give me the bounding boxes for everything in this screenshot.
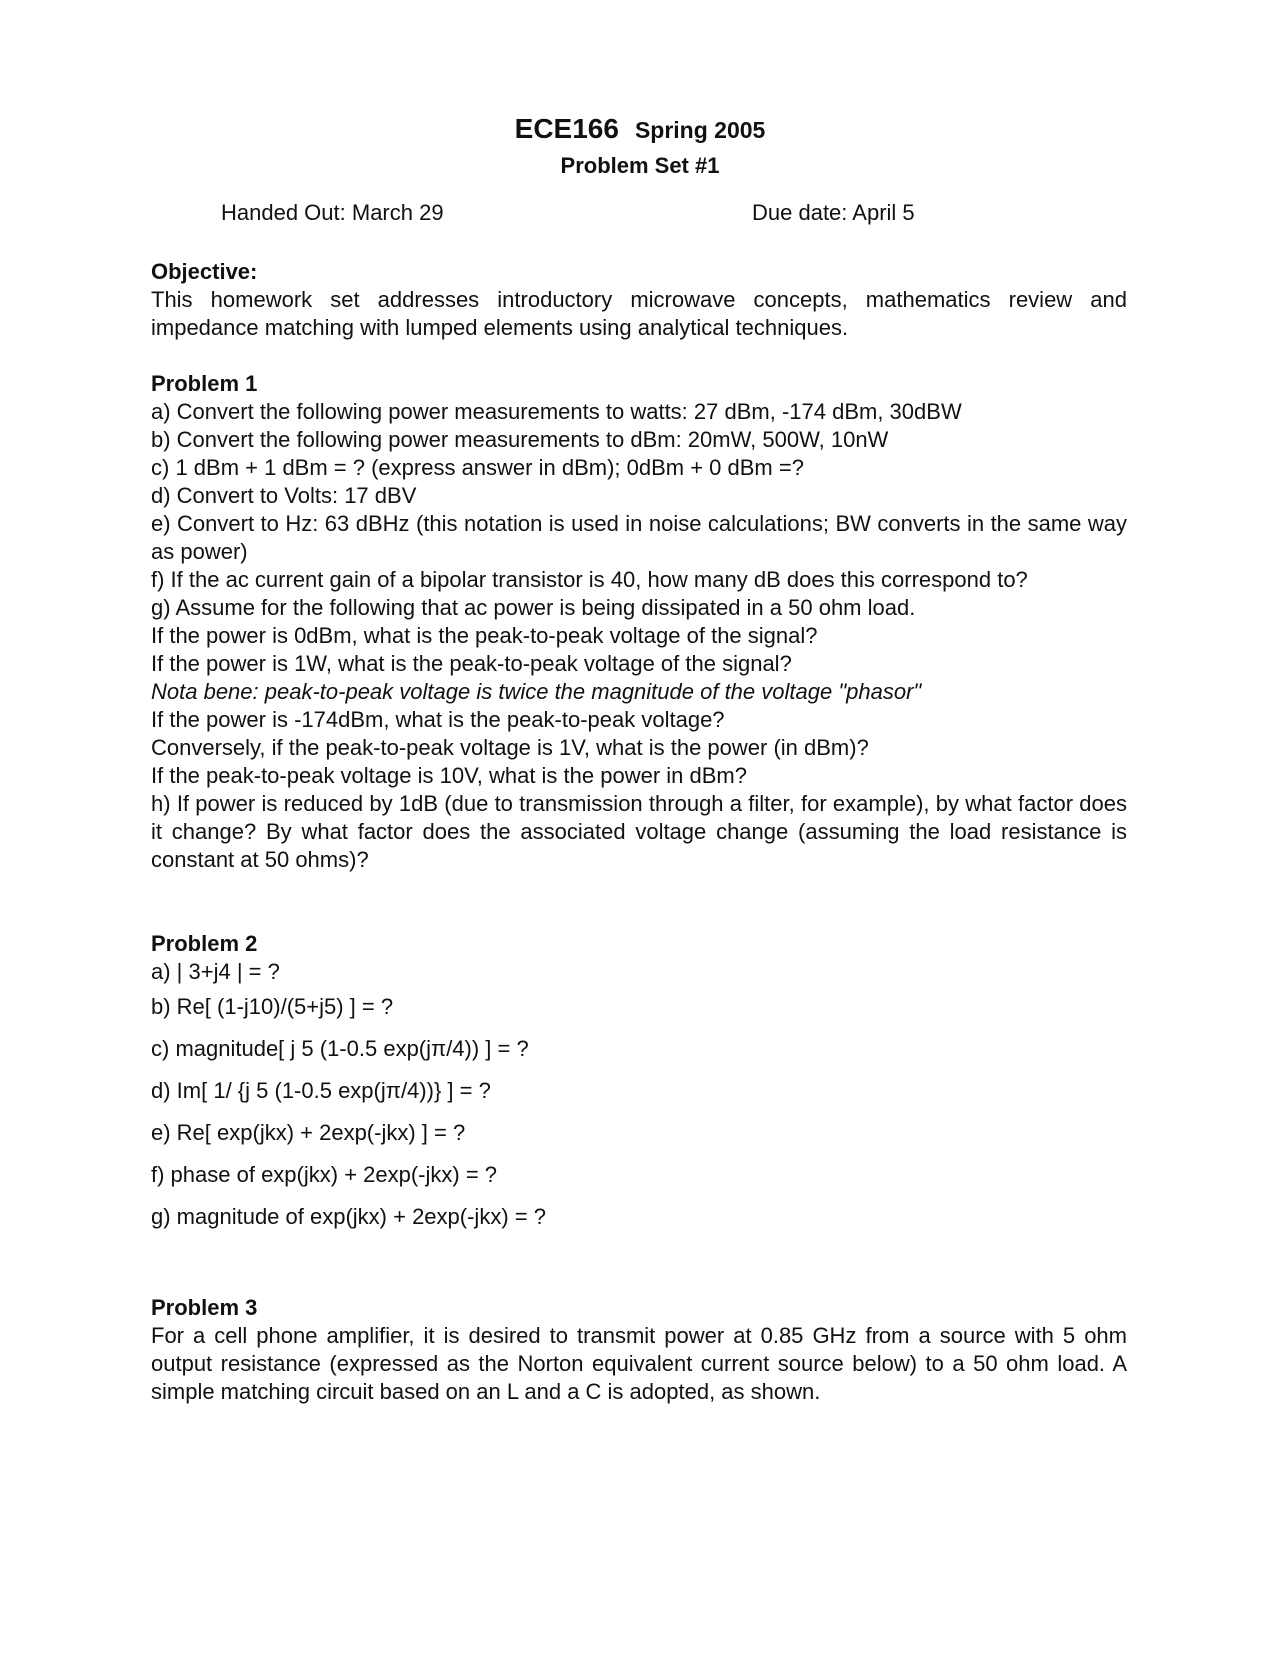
problem3-heading: Problem 3	[151, 1295, 258, 1320]
problem1-item-g4: Conversely, if the peak-to-peak voltage is 1V, what is the power (in dBm)?	[151, 735, 869, 760]
objective-heading: Objective:	[151, 259, 258, 284]
problem1-heading: Problem 1	[151, 371, 258, 396]
problem1-item-g3: If the power is -174dBm, what is the peak-to-peak voltage?	[151, 707, 725, 732]
problem2-item-a: a) | 3+j4 | = ?	[151, 959, 280, 984]
problem-set-title: Problem Set #1	[560, 153, 720, 178]
problem2-item-d: d) Im[ 1/ {j 5 (1-0.5 exp(jπ/4))} ] = ?	[151, 1078, 491, 1103]
problem1-nota-bene: Nota bene: peak-to-peak voltage is twice the magnitude of the voltage "phasor"	[151, 679, 922, 704]
problem1-item-g-intro: g) Assume for the following that ac power is being dissipated in a 50 ohm load.	[151, 595, 916, 620]
problem1-item-d: d) Convert to Volts: 17 dBV	[151, 483, 417, 508]
document-body	[151, 258, 1127, 1406]
problem2-item-e: e) Re[ exp(jkx) + 2exp(-jkx) ] = ?	[151, 1120, 466, 1145]
problem2-item-g: g) magnitude of exp(jkx) + 2exp(-jkx) = ?	[151, 1204, 546, 1229]
problem1-item-f: f) If the ac current gain of a bipolar transistor is 40, how many dB does this correspond to?	[151, 567, 1028, 592]
problem2-heading: Problem 2	[151, 931, 258, 956]
problem2-item-c: c) magnitude[ j 5 (1-0.5 exp(jπ/4)) ] = ?	[151, 1036, 529, 1061]
problem1-item-b: b) Convert the following power measurements to dBm: 20mW, 500W, 10nW	[151, 427, 889, 452]
problem1-item-a: a) Convert the following power measurements to watts: 27 dBm, -174 dBm, 30dBW	[151, 399, 962, 424]
problem3-text: For a cell phone amplifier, it is desired to transmit power at 0.85 GHz from a source with 5 ohm output resistance (expressed as the Norton equivalent current source below) to a 50 ohm load. A simple matching circuit based on an L and a C is adopted, as shown.	[151, 1323, 1127, 1404]
problem1-item-e: e) Convert to Hz: 63 dBHz (this notation is used in noise calculations; BW converts in the same way as power)	[151, 511, 1127, 564]
problem1-item-g1: If the power is 0dBm, what is the peak-to-peak voltage of the signal?	[151, 623, 818, 648]
problem1-item-h: h) If power is reduced by 1dB (due to transmission through a filter, for example), by what factor does it change? By what factor does the associated voltage change (assuming the load resistance is constant at 50 ohms)?	[151, 791, 1127, 872]
problem2-item-b: b) Re[ (1-j10)/(5+j5) ] = ?	[151, 994, 394, 1019]
term: Spring 2005	[634, 117, 766, 143]
dates-row	[0, 200, 1280, 230]
document-header	[0, 112, 1280, 181]
objective-text: This homework set addresses introductory microwave concepts, mathematics review and impedance matching with lumped elements using analytical techniques.	[151, 287, 1127, 340]
problem2-item-f: f) phase of exp(jkx) + 2exp(-jkx) = ?	[151, 1162, 498, 1187]
course-code: ECE166	[514, 113, 619, 144]
title-line	[0, 112, 1280, 151]
handed-out-date: Handed Out: March 29	[221, 200, 444, 225]
due-date: Due date: April 5	[752, 200, 915, 225]
problem1-item-g5: If the peak-to-peak voltage is 10V, what is the power in dBm?	[151, 763, 747, 788]
problem1-item-g2: If the power is 1W, what is the peak-to-peak voltage of the signal?	[151, 651, 792, 676]
problem1-item-c: c) 1 dBm + 1 dBm = ? (express answer in dBm); 0dBm + 0 dBm =?	[151, 455, 804, 480]
